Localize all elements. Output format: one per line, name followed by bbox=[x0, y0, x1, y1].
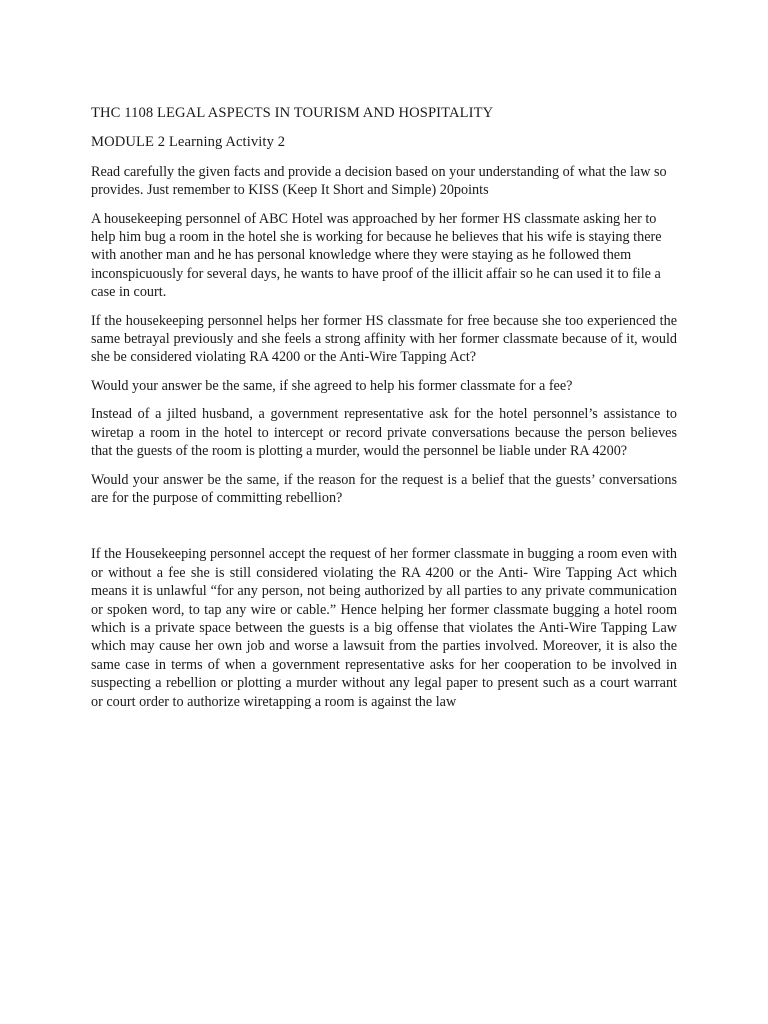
instructions-paragraph: Read carefully the given facts and provide a decision based on your understanding of what the law so provides. Just remember to KISS (Keep It Short and Simple) 20points bbox=[91, 163, 667, 199]
question-2-paragraph: Would your answer be the same, if she agreed to help his former classmate for a fee? bbox=[91, 377, 573, 394]
answer-paragraph: If the Housekeeping personnel accept the request of her former classmate in bugging a room even with or without a fee she is still considered violating the RA 4200 or the Anti- Wire Tapping Act which means it is unlawful “for any person, not being authorized by all parties to any private communication or spoken word, to tap any wire or cable.” Hence helping her former classmate bugging a hotel room which is a private space between the guests is a big offense that violates the Anti-Wire Tapping Law which may cause her own job and worse a lawsuit from the parties involved. Moreover, it is also the same case in terms of when a government representative asks for her cooperation to be involved in suspecting a rebellion or plotting a murder without any legal paper to present such as a court warrant or court order to authorize wiretapping a room is against the law bbox=[91, 546, 677, 710]
module-title: MODULE 2 Learning Activity 2 bbox=[91, 134, 286, 151]
course-title: THC 1108 LEGAL ASPECTS IN TOURISM AND HOSPITALITY bbox=[91, 105, 494, 121]
document-body bbox=[91, 104, 677, 721]
question-4-paragraph: Would your answer be the same, if the reason for the request is a belief that the guests’ conversations are for the purpose of committing rebellion? bbox=[91, 471, 677, 506]
question-3-paragraph: Instead of a jilted husband, a government representative ask for the hotel personnel’s assistance to wiretap a room in the hotel to intercept or record private conversations because the person believes that the guests of the room is plotting a murder, would the personnel be liable under RA 4200? bbox=[91, 406, 677, 460]
facts-paragraph: A housekeeping personnel of ABC Hotel was approached by her former HS classmate asking her to help him bug a room in the hotel she is working for because he believes that his wife is staying there with another man and he has personal knowledge where they were staying as he followed them inconspicuously for several days, he wants to have proof of the illicit affair so he can used it to file a case in court. bbox=[91, 210, 662, 301]
question-1-paragraph: If the housekeeping personnel helps her former HS classmate for free because she too experienced the same betrayal previously and she feels a strong affinity with her former classmate because of it, would she be considered violating RA 4200 or the Anti-Wire Tapping Act? bbox=[91, 312, 677, 366]
